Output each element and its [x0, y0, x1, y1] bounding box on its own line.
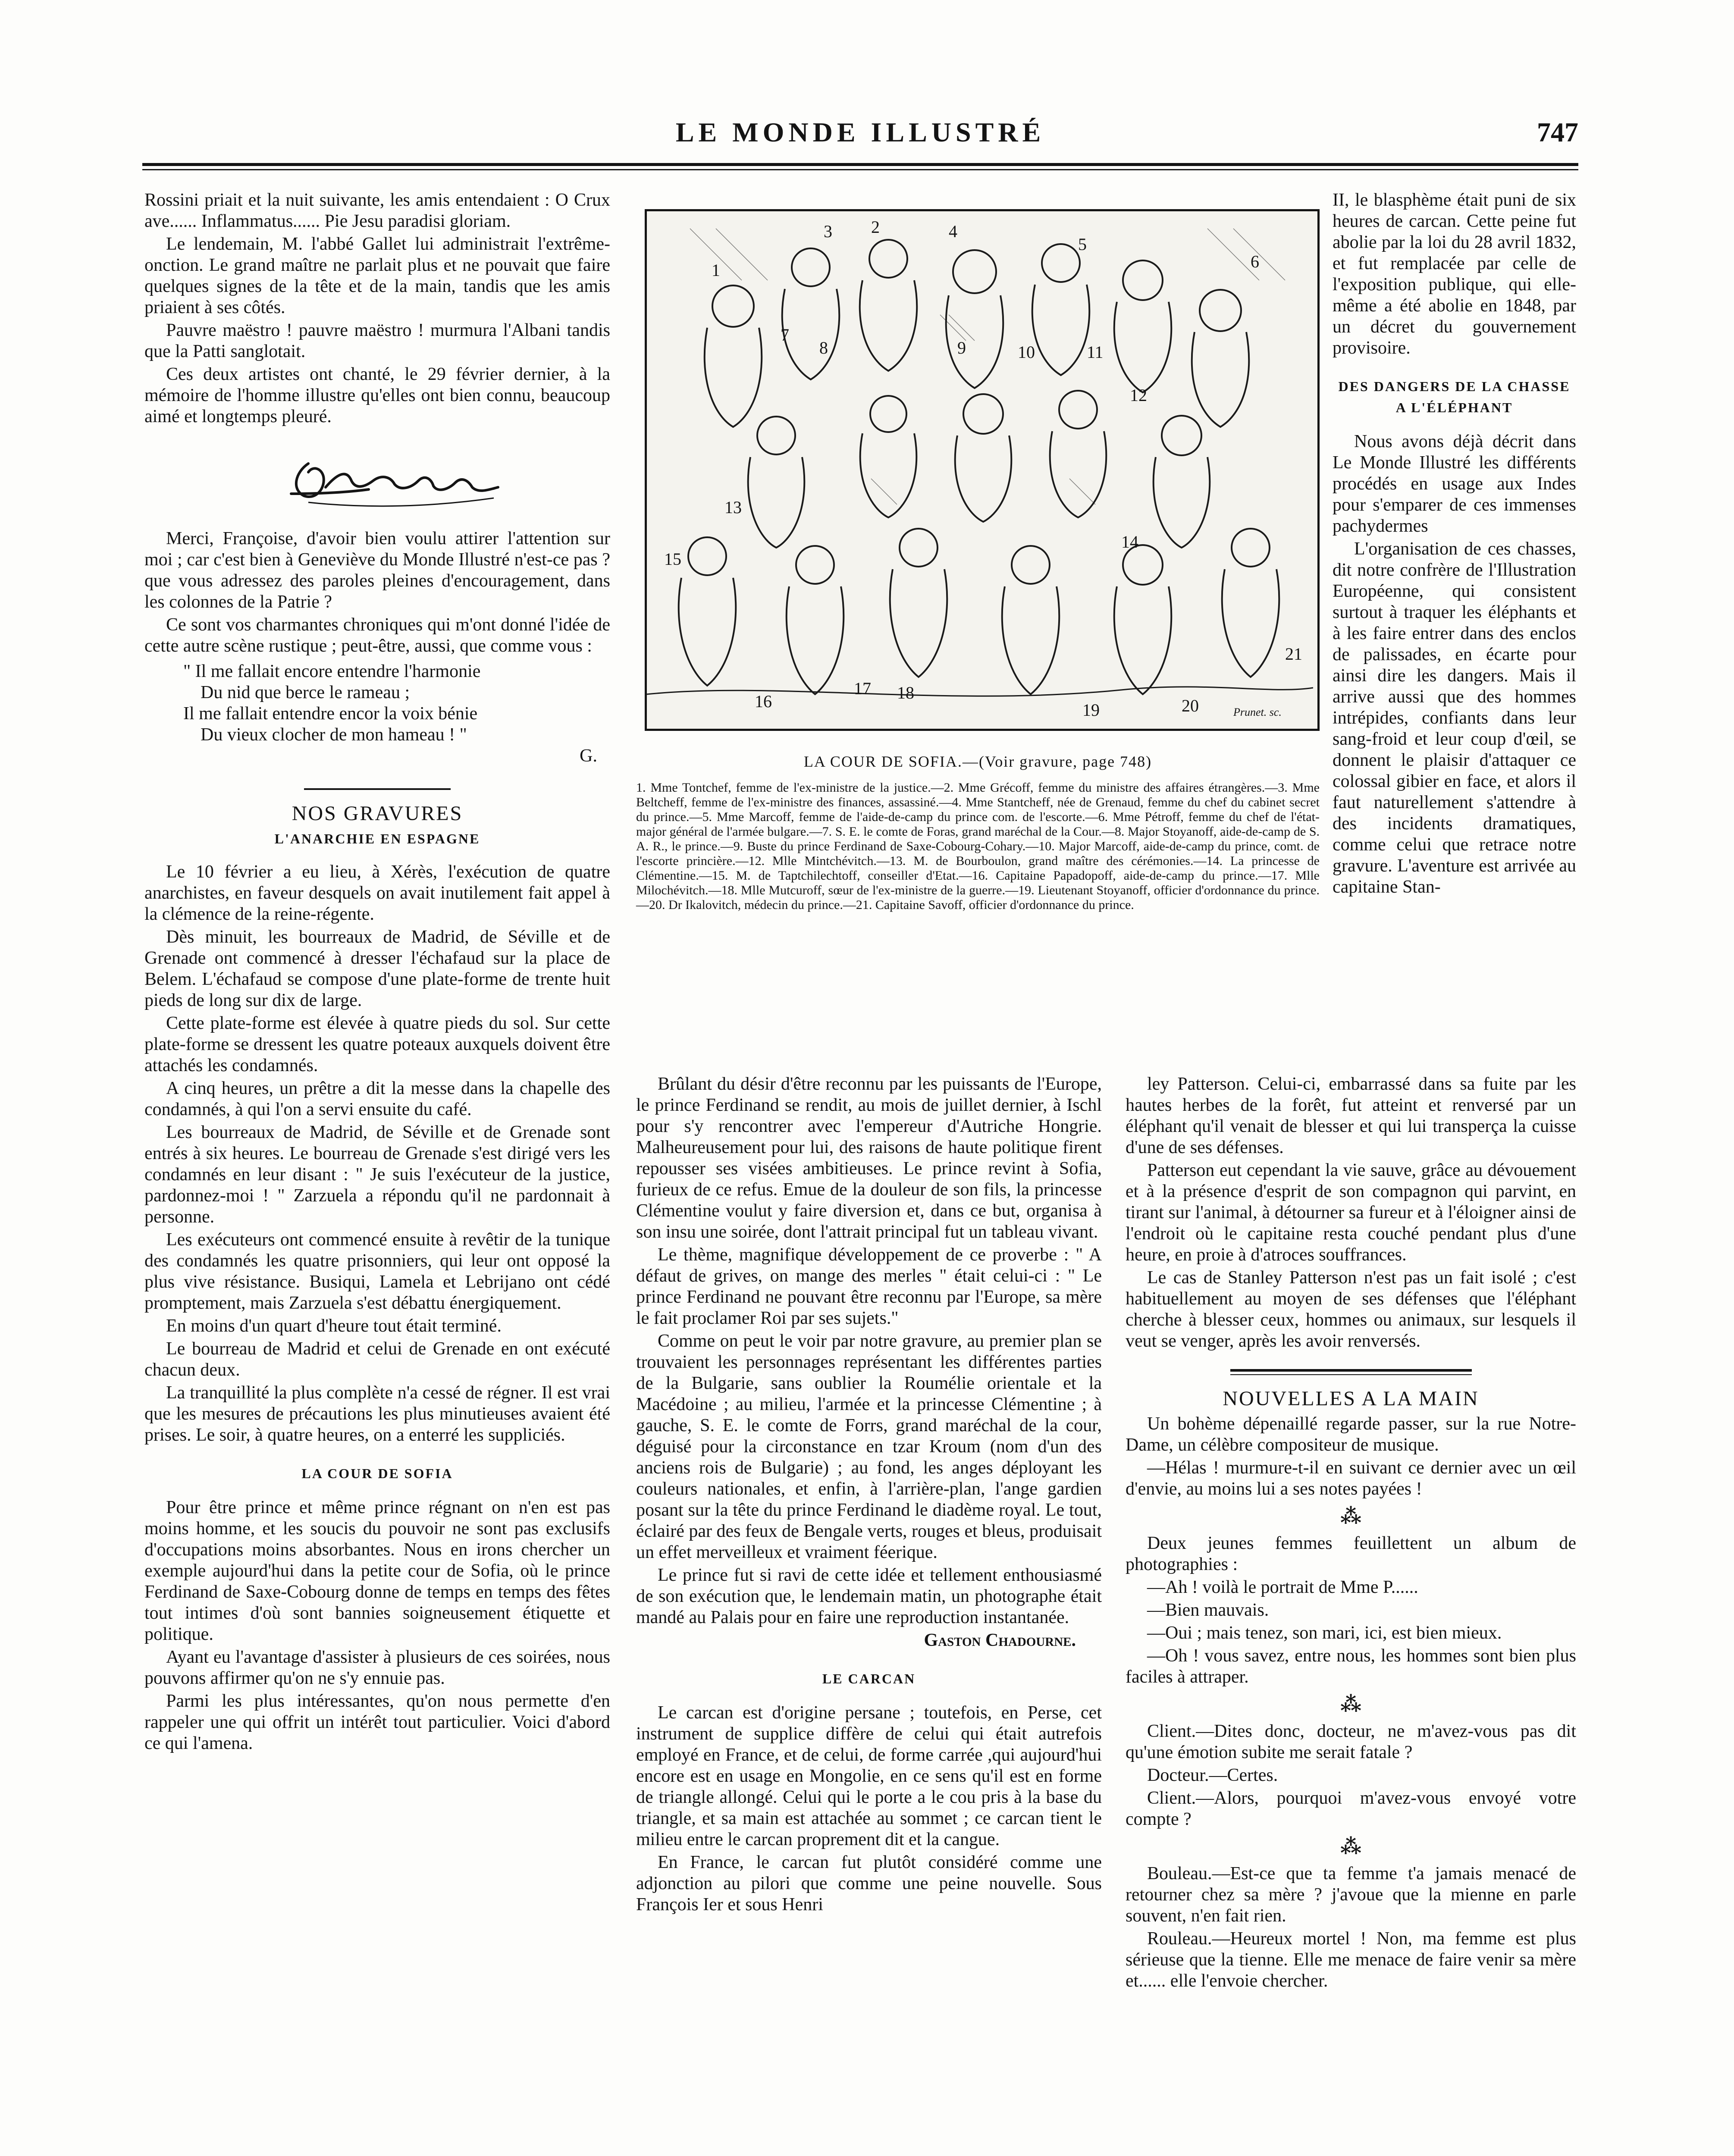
- paragraph: ley Patterson. Celui-ci, embarrassé dans sa fuite par les hautes herbes de la forêt, fut atteint et renversé par un éléphant qu'il venait de blesser et qui lui transperça la cuisse d'une de ses défenses.: [1126, 1074, 1576, 1157]
- page-header: [142, 116, 1578, 164]
- section-title-carcan: LE CARCAN: [822, 1671, 916, 1686]
- paragraph: Pour être prince et même prince régnant on n'en est pas moins homme, et les soucis du pouvoir ne sont pas exclusifs d'occupations moins absorbantes. Nous en irons chercher un exemple aujourd'hui dans la petite cour de Sofia, où le prince Ferdinand de Saxe-Cobourg donne de temps en temps des fêtes tout intimes d'où sont bannies soigneusement étiquette et politique.: [144, 1498, 610, 1644]
- paragraph: —Oui ; mais tenez, son mari, ici, est bien mieux.: [1147, 1623, 1502, 1643]
- divider: [1230, 1369, 1472, 1375]
- figure-number: 3: [824, 222, 832, 241]
- paragraph: Le lendemain, M. l'abbé Gallet lui administrait l'extrême-onction. Le grand maître ne parlait plus et ne pouvait que faire quelques signes de la tête et de la main, tandis que les amis priaient à ses côtés.: [144, 234, 610, 317]
- column-middle-lower: [636, 1074, 1102, 1917]
- paragraph: Comme on peut le voir par notre gravure, au premier plan se trouvaient les personnages représentant les différentes parties de la Bulgarie, sans oublier la Roumélie orientale et la Macédoine ; au milieu, l'armée et la princesse Clémentine ; à gauche, S. E. le comte de Forrs, grand maréchal de la cour, déguisé pour la circonstance en tzar Kroum (nom d'un des anciens rois de Bulgarie) ; au fond, les anges déployant les couleurs nationales, et enfin, à l'arrière-plan, l'ange gardien posant sur la tête du prince Ferdinand le diadème royal. Le tout, éclairé par des feux de Bengale verts, rouges et bleus, produisait un effet merveilleux et vraiment féerique.: [636, 1331, 1102, 1562]
- paragraph: L'organisation de ces chasses, dit notre confrère de l'Illustration Européenne, qui consistent surtout à traquer les éléphants et à les faire entrer dans des enclos de palissades, en écarte pour ainsi dire les dangers. Mais il arrive aussi que des hommes intrépides, confiants dans leur sang-froid et leur coup d'œil, se donnent le plaisir d'attaquer ce colossal gibier en face, et alors il faut naturellement s'attendre à des incidents dramatiques, comme celui que retrace notre gravure. L'aventure est arrivée au capitaine Stan-: [1333, 539, 1576, 897]
- figure-number: 6: [1251, 252, 1259, 271]
- paragraph: —Hélas ! murmure-t-il en suivant ce dernier avec un œil d'envie, au moins lui a ses notes payées !: [1126, 1458, 1576, 1499]
- engraver-mark: Prunet. sc.: [1233, 706, 1282, 718]
- header-rule: [142, 163, 1578, 166]
- divider: [304, 788, 451, 790]
- figure-number: 12: [1130, 385, 1147, 405]
- paragraph: Le prince fut si ravi de cette idée et tellement enthousiasmé de son exécution que, le lendemain matin, un photographe était mandé au Palais pour en faire une reproduction instantanée.: [636, 1565, 1102, 1627]
- paragraph: Deux jeunes femmes feuillettent un album de photographies :: [1126, 1533, 1576, 1574]
- paragraph: Rouleau.—Heureux mortel ! Non, ma femme est plus sérieuse que la tienne. Elle me menace de faire venir sa mère et...... elle l'envoie chercher.: [1126, 1929, 1576, 1991]
- paragraph: Le bourreau de Madrid et celui de Grenade en ont exécuté chacun deux.: [144, 1339, 610, 1380]
- figure-number: 9: [957, 338, 966, 357]
- author-byline: Gaston Chadourne.: [924, 1630, 1076, 1650]
- figure-number: 5: [1078, 235, 1087, 254]
- paragraph: A cinq heures, un prêtre a dit la messe dans la chapelle des condamnés, à qui l'on a servi ensuite du café.: [144, 1078, 610, 1119]
- paragraph: Le 10 février a eu lieu, à Xérès, l'exécution de quatre anarchistes, en faveur desquels on avait inutilement fait appel à la clémence de la reine-régente.: [144, 862, 610, 924]
- poem-line: Il me fallait entendre encor la voix bénie: [183, 704, 478, 724]
- paragraph: Pauvre maëstro ! pauvre maëstro ! murmura l'Albani tandis que la Patti sanglotait.: [144, 320, 610, 361]
- figure-number: 11: [1087, 342, 1104, 362]
- paragraph: En France, le carcan fut plutôt considéré comme une adjonction au pilori que comme une peine nouvelle. Sous François Ier et sous Henri: [636, 1852, 1102, 1915]
- figure-number: 18: [897, 683, 914, 702]
- figure-number: 13: [724, 498, 742, 517]
- figure-number: 17: [854, 679, 871, 698]
- paragraph: En moins d'un quart d'heure tout était terminé.: [166, 1316, 502, 1336]
- figure-number: 4: [949, 222, 957, 241]
- paragraph: Nous avons déjà décrit dans Le Monde Illustré les différents procédés en usage aux Indes pour s'emparer de ces immenses pachydermes: [1333, 432, 1576, 536]
- asterism: ⁂: [1340, 1505, 1362, 1528]
- engraving-illustration: [647, 211, 1313, 724]
- figure-number: 7: [781, 325, 789, 345]
- paragraph: Cette plate-forme est élevée à quatre pieds du sol. Sur cette plate-forme se dressent les quatre poteaux auxquels doivent être attachés les condamnés.: [144, 1013, 610, 1075]
- section-title-nouvelles: NOUVELLES A LA MAIN: [1223, 1387, 1479, 1410]
- figure-number: 10: [1018, 342, 1035, 362]
- column-right-upper: [1333, 190, 1576, 899]
- running-title: LE MONDE ILLUSTRÉ: [675, 117, 1045, 147]
- figure-number: 16: [755, 692, 772, 711]
- paragraph: II, le blasphème était puni de six heures de carcan. Cette peine fut abolie par la loi du 28 avril 1832, et fut remplacée par celle de l'exposition publique, qui elle-même a été abolie en 1848, par un décret du gouvernement provisoire.: [1333, 190, 1576, 358]
- paragraph: La tranquillité la plus complète n'a cessé de régner. Il est vrai que les mesures de précautions les plus minutieuses avaient été prises. Le soir, à quatre heures, on a enterré les suppliciés.: [144, 1383, 610, 1445]
- poem-initial: G.: [580, 746, 597, 766]
- paragraph: —Bien mauvais.: [1147, 1600, 1269, 1620]
- paragraph: Ces deux artistes ont chanté, le 29 février dernier, à la mémoire de l'homme illustre qu'elles ont bien connu, beaucoup aimé et longtemps pleuré.: [144, 364, 610, 426]
- paragraph: Docteur.—Certes.: [1147, 1765, 1278, 1785]
- signature-geneviève-image: [282, 446, 507, 520]
- paragraph: Brûlant du désir d'être reconnu par les puissants de l'Europe, le prince Ferdinand se rendit, au mois de juillet dernier, à Ischl pour s'y rencontrer avec l'empereur d'Autriche Hongrie. Malheureusement pour lui, des raisons de haute politique firent repousser ses visées ambitieuses. Le prince revint à Sofia, furieux de ce refus. Emue de la douleur de son fils, la princesse Clémentine voulut y faire diversion et, dans ce but, organisa à son insu une soirée, dont l'attrait principal fut un tableau vivant.: [636, 1074, 1102, 1242]
- paragraph: Le thème, magnifique développement de ce proverbe : " A défaut de grives, on mange des merles " était celui-ci : " Le prince Ferdinand ne pouvant être reconnu par l'Europe, sa mère le fait proclamer Roi par ses sujets.": [636, 1245, 1102, 1328]
- poem-line: Du nid que berce le rameau ;: [201, 683, 410, 702]
- paragraph: Client.—Alors, pourquoi m'avez-vous envoyé votre compte ?: [1126, 1788, 1576, 1829]
- section-title-elephant: DES DANGERS DE LA CHASSE A L'ÉLÉPHANT: [1338, 379, 1571, 415]
- poem-line: Du vieux clocher de mon hameau ! ": [201, 725, 467, 745]
- paragraph: —Oh ! vous savez, entre nous, les hommes sont bien plus faciles à attraper.: [1126, 1646, 1576, 1687]
- figure-caption: LA COUR DE SOFIA.—(Voir gravure, page 748): [803, 753, 1152, 770]
- paragraph: Le cas de Stanley Patterson n'est pas un fait isolé ; c'est habituellement au moyen de ses défenses que l'éléphant cherche à blesser ceux, hommes ou animaux, sur lesquels il veut se venger, après les avoir renversés.: [1126, 1268, 1576, 1351]
- column-right-lower: [1126, 1074, 1576, 1993]
- paragraph: —Ah ! voilà le portrait de Mme P......: [1147, 1577, 1418, 1597]
- paragraph: Un bohème dépenaillé regarde passer, sur la rue Notre-Dame, un célèbre compositeur de musique.: [1126, 1414, 1576, 1455]
- figure-number: 20: [1182, 696, 1199, 715]
- signature-area: [144, 429, 610, 528]
- figure-number: 15: [664, 549, 681, 569]
- poem: [144, 661, 610, 767]
- figure-number: 2: [871, 217, 880, 237]
- paragraph: Client.—Dites donc, docteur, ne m'avez-vous pas dit qu'une émotion subite me serait fatale ?: [1126, 1721, 1576, 1762]
- paragraph: Les exécuteurs ont commencé ensuite à revêtir de la tunique des condamnés les quatre prisonniers, qui leur ont opposé la plus vive résistance. Busiqui, Lamela et Lebrijano ont cédé promptement, mais Zarzuela s'est débattu énergiquement.: [144, 1230, 610, 1313]
- paragraph: Rossini priait et la nuit suivante, les amis entendaient : O Crux ave...... Inflammatus...... Pie Jesu paradisi gloriam.: [144, 190, 610, 231]
- page-number: 747: [1537, 117, 1578, 147]
- figure-legend: 1. Mme Tontchef, femme de l'ex-ministre de la justice.—2. Mme Grécoff, femme du ministre des affaires étrangères.—3. Mme Beltcheff, femme de l'ex-ministre des finances, assassiné.—4. Mme Stantcheff, née de Grenaud, femme du chef du cabinet secret du prince.—5. Mme Marcoff, femme de l'aide-de-camp du prince com. de l'escorte.—6. Mme Pétroff, femme du chef de l'état-major général de l'armée bulgare.—7. S. E. le comte de Foras, grand maréchal de la Cour.—8. Major Stoyanoff, aide-de-camp de S. A. R., le prince.—9. Buste du prince Ferdinand de Saxe-Cobourg-Cohary.—10. Major Marcoff, aide-de-camp du prince, comt. de l'escorte princière.—12. Mlle Mintchévitch.—13. M. de Bourboulon, grand maître des cérémonies.—14. La princesse de Clémentine.—15. M. de Taptchilechtoff, conseiller d'Etat.—16. Capitaine Papadopoff, aide-de-camp du prince.—17. Mlle Milochévitch.—18. Mlle Mutcuroff, sœur de l'ex-ministre de la guerre.—19. Lieutenant Stoyanoff, officier d'ordonnance du prince.—20. Dr Ikalovitch, médecin du prince.—21. Capitaine Savoff, officier d'ordonnance du prince.: [636, 780, 1320, 912]
- header-rule-thin: [142, 169, 1578, 170]
- figure-number: 14: [1121, 532, 1138, 552]
- paragraph: Ayant eu l'avantage d'assister à plusieurs de ces soirées, nous pouvons affirmer qu'on ne s'y ennuie pas.: [144, 1647, 610, 1688]
- poem-line: " Il me fallait encore entendre l'harmonie: [183, 661, 481, 681]
- paragraph: Le carcan est d'origine persane ; toutefois, en Perse, cet instrument de supplice diffère de celui qui était autrefois employé en France, et de celui, de forme carrée ,qui aujourd'hui encore est en usage en Mongolie, en ce sens qu'il est en forme de triangle allongé. Celui qui le porte a le cou pris à la base du triangle, et sa main est attachée au sommet ; ce carcan tient le milieu entre le carcan proprement dit et la cangue.: [636, 1703, 1102, 1849]
- paragraph: Merci, Françoise, d'avoir bien voulu attirer l'attention sur moi ; car c'est bien à Geneviève du Monde Illustré n'est-ce pas ? que vous adressez des paroles pleines d'encouragement, dans les colonnes de la Patrie ?: [144, 529, 610, 612]
- paragraph: Parmi les plus intéressantes, qu'on nous permette d'en rappeler une qui offrit un intérêt tout particulier. Voici d'abord ce qui l'amena.: [144, 1691, 610, 1753]
- paragraph: Bouleau.—Est-ce que ta femme t'a jamais menacé de retourner chez sa mère ? j'avoue que la mienne en parle souvent, n'en fait rien.: [1126, 1864, 1576, 1926]
- figure-number: 1: [712, 260, 720, 280]
- section-title-cour-de-sofia: LA COUR DE SOFIA: [301, 1466, 453, 1481]
- figure-number: 8: [819, 338, 828, 357]
- figure-number: 19: [1082, 700, 1100, 720]
- paragraph: Patterson eut cependant la vie sauve, grâce au dévouement et à la présence d'esprit de son compagnon qui parvint, en tirant sur l'animal, à détourner sa fureur et à l'éloigner ainsi de l'endroit où le capitaine resta couché pendant plus d'une heure, en proie à d'atroces souffrances.: [1126, 1160, 1576, 1265]
- section-subtitle-anarchie: L'ANARCHIE EN ESPAGNE: [274, 831, 480, 846]
- paragraph: Ce sont vos charmantes chroniques qui m'ont donné l'idée de cette autre scène rustique ; peut-être, aussi, que comme vous :: [144, 615, 610, 656]
- section-title-nos-gravures: NOS GRAVURES: [292, 802, 463, 825]
- paragraph: Dès minuit, les bourreaux de Madrid, de Séville et de Grenade ont commencé à dresser l'échafaud sur la place de Belem. L'échafaud se compose d'une plate-forme de trente huit pieds de long sur dix de large.: [144, 927, 610, 1010]
- paragraph: Les bourreaux de Madrid, de Séville et de Grenade sont entrés à six heures. Le bourreau de Grenade s'est dirigé vers les condamnés en leur disant : " Je suis l'exécuteur de la justice, pardonnez-moi ! " Zarzuela a répondu qu'il ne pardonnait à personne.: [144, 1122, 610, 1227]
- asterism: ⁂: [1340, 1693, 1362, 1716]
- figure-number: 21: [1285, 644, 1302, 664]
- engraving-la-cour-de-sofia: [645, 209, 1320, 731]
- asterism: ⁂: [1340, 1835, 1362, 1858]
- column-left: [144, 190, 610, 1756]
